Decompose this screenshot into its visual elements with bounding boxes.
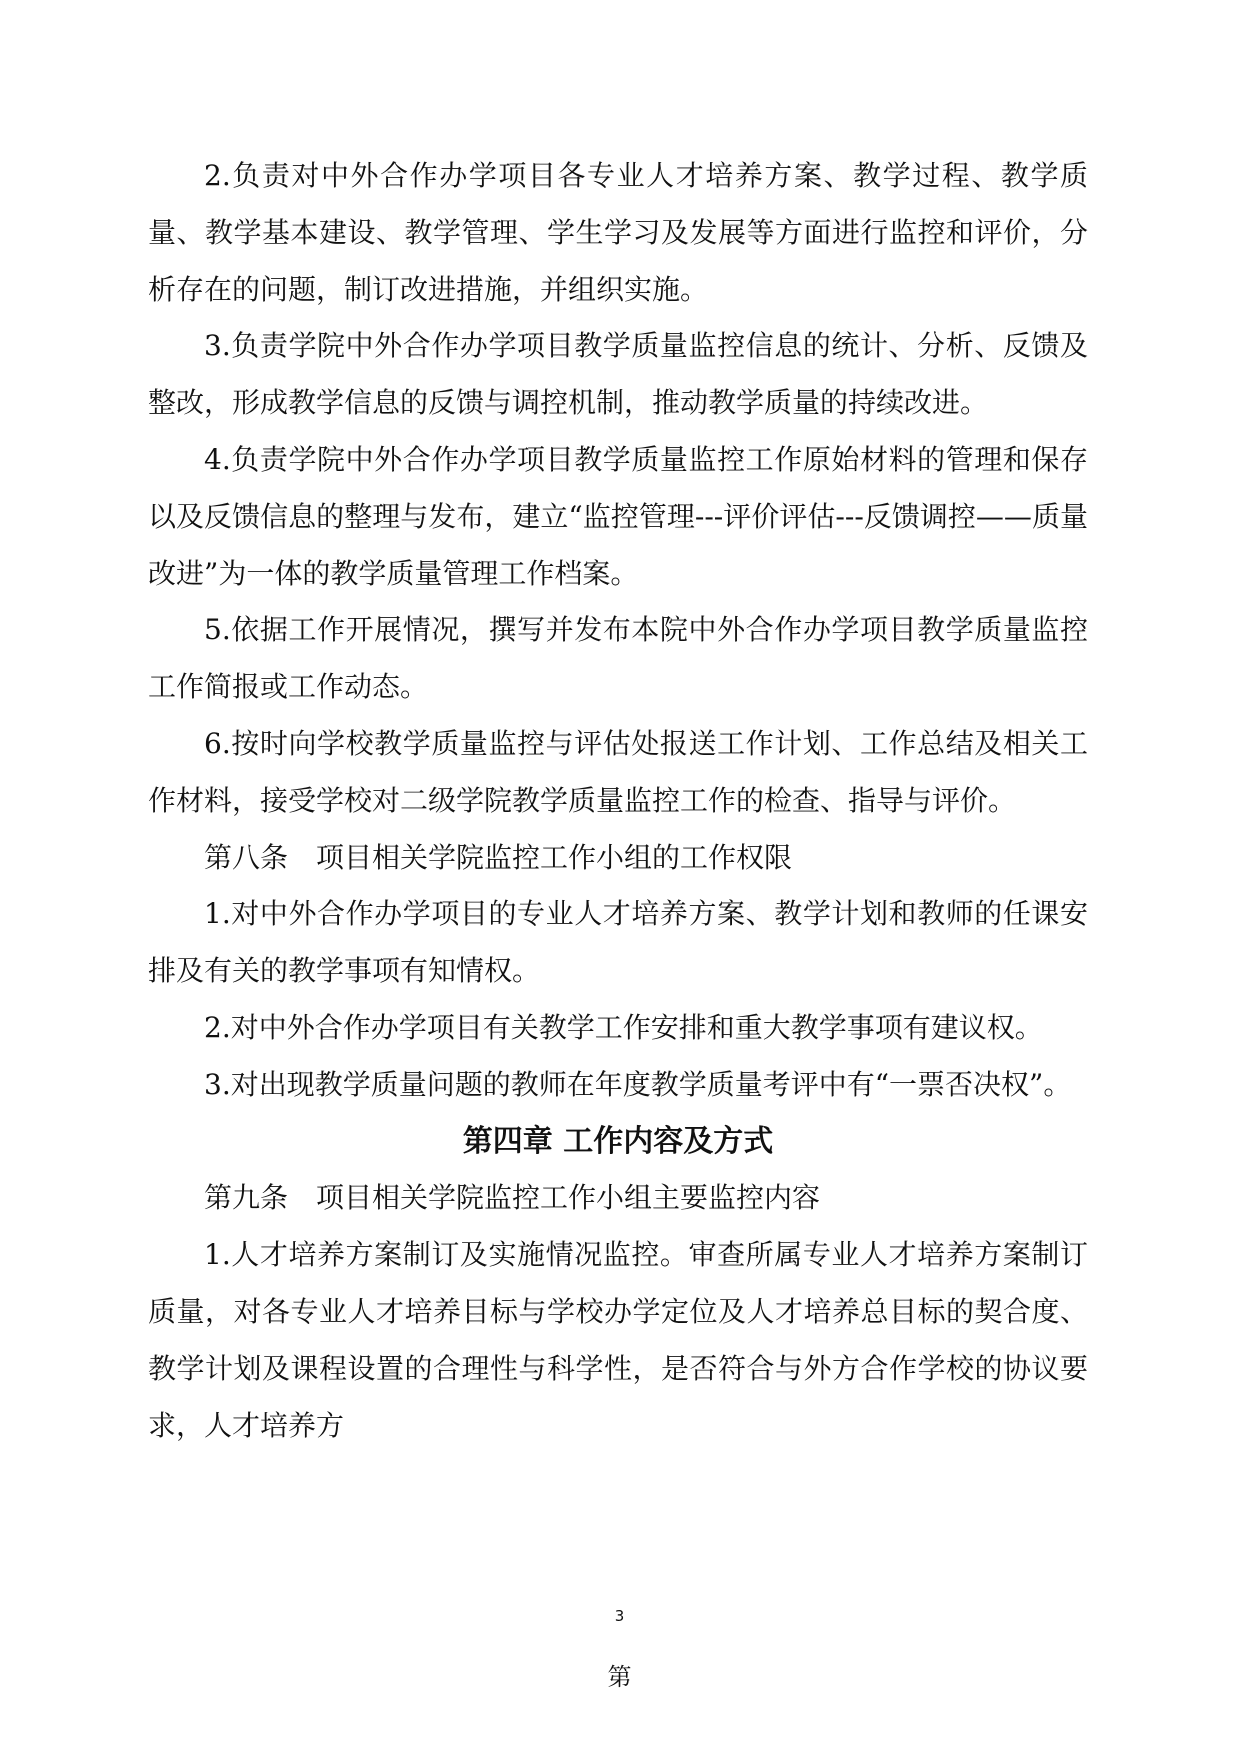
paragraph-item-5: 5.依据工作开展情况，撰写并发布本院中外合作办学项目教学质量监控工作简报或工作动态。 [148,613,1088,704]
page-number: 3 [614,1607,625,1625]
footer-fragment: 第 [607,1663,632,1691]
chapter-heading: 第四章 工作内容及方式 [462,1123,774,1159]
article-8-title: 第八条 项目相关学院监控工作小组的工作权限 [204,840,793,874]
article-8-item-2: 2.对中外合作办学项目有关教学工作安排和重大教学事项有建议权。 [204,1010,1043,1044]
paragraph-item-2: 2.负责对中外合作办学项目各专业人才培养方案、教学过程、教学质量、教学基本建设、教学管理、学生学习及发展等方面进行监控和评价，分析存在的问题，制订改进措施，并组织实施。 [148,159,1088,306]
article-8-item-3: 3.对出现教学质量问题的教师在年度教学质量考评中有“一票否决权”。 [204,1067,1072,1101]
paragraph-item-4: 4.负责学院中外合作办学项目教学质量监控工作原始材料的管理和保存以及反馈信息的整理与发布，建立“监控管理---评价评估---反馈调控——质量改进”为一体的教学质量管理工作档案。 [148,442,1088,590]
paragraph-item-6: 6.按时向学校教学质量监控与评估处报送工作计划、工作总结及相关工作材料，接受学校对二级学院教学质量监控工作的检查、指导与评价。 [148,726,1088,817]
paragraph-item-3: 3.负责学院中外合作办学项目教学质量监控信息的统计、分析、反馈及整改，形成教学信息的反馈与调控机制，推动教学质量的持续改进。 [148,329,1088,420]
article-8-item-1: 1.对中外合作办学项目的专业人才培养方案、教学计划和教师的任课安排及有关的教学事项有知情权。 [148,897,1088,988]
article-9-title: 第九条 项目相关学院监控工作小组主要监控内容 [204,1181,821,1215]
article-9-item-1: 1.人才培养方案制订及实施情况监控。审查所属专业人才培养方案制订质量，对各专业人才培养目标与学校办学定位及人才培养总目标的契合度、教学计划及课程设置的合理性与科学性，是否符合与外方合作学校的协议要求，人才培养方 [148,1238,1088,1442]
document-body [148,148,1088,1454]
